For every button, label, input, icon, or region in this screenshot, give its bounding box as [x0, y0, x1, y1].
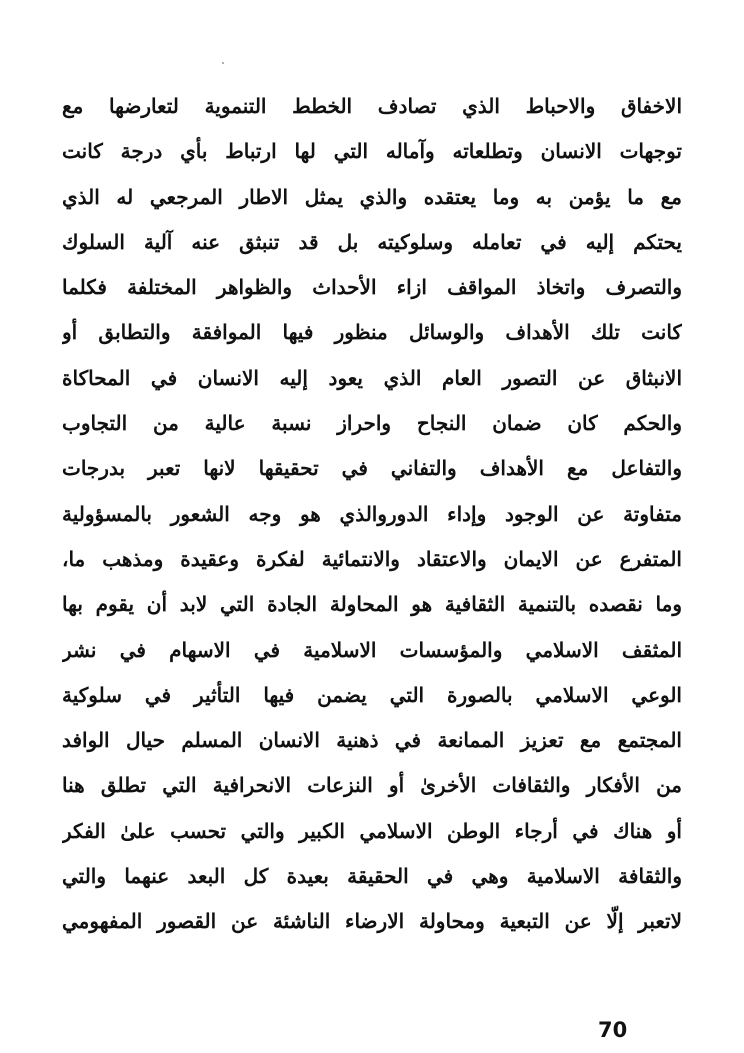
- body-text: [62, 84, 682, 945]
- text-line: أو هناك في أرجاء الوطن الاسلامي الكبير والتي تحسب علىٰ الفكر: [62, 818, 682, 843]
- speck-mark: [222, 62, 224, 64]
- text-line: مع ما يؤمن به وما يعتقده والذي يمثل الاطار المرجعي له الذي: [62, 184, 682, 209]
- text-line: والثقافة الاسلامية وهي في الحقيقة بعيدة كل البعد عنهما والتي: [62, 864, 682, 889]
- text-line: يحتكم إليه في تعامله وسلوكيته بل قد تنبثق عنه آلية السلوك: [62, 229, 682, 254]
- text-line: لاتعبر إلّا عن التبعية ومحاولة الارضاء الناشئة عن القصور المفهومي: [62, 909, 682, 934]
- text-line: الوعي الاسلامي بالصورة التي يضمن فيها التأثير في سلوكية: [62, 682, 682, 707]
- text-line: المتفرع عن الايمان والاعتقاد والانتمائية لفكرة وعقيدة ومذهب ما،: [62, 546, 682, 571]
- text-line: والتفاعل مع الأهداف والتفاني في تحقيقها لانها تعبر بدرجات: [62, 456, 682, 481]
- text-line: المثقف الاسلامي والمؤسسات الاسلامية في الاسهام في نشر: [62, 637, 682, 662]
- text-line: توجهات الانسان وتطلعاته وآماله التي لها ارتباط بأي درجة كانت: [62, 139, 682, 164]
- text-line: والحكم كان ضمان النجاح واحراز نسبة عالية من التجاوب: [62, 411, 682, 436]
- text-line: كانت تلك الأهداف والوسائل منظور فيها الموافقة والتطابق أو: [62, 320, 682, 345]
- text-line: المجتمع مع تعزيز الممانعة في ذهنية الانسان المسلم حيال الوافد: [62, 728, 682, 753]
- text-line: والتصرف واتخاذ المواقف ازاء الأحداث والظواهر المختلفة فكلما: [62, 275, 682, 300]
- text-line: من الأفكار والثقافات الأخرىٰ أو النزعات الانحرافية التي تطلق هنا: [62, 773, 682, 798]
- text-line: متفاوتة عن الوجود وإداء الدوروالذي هو وجه الشعور بالمسؤولية: [62, 501, 682, 526]
- page-number: 70: [598, 1018, 628, 1042]
- text-line: وما نقصده بالتنمية الثقافية هو المحاولة الجادة التي لابد أن يقوم بها: [62, 592, 682, 617]
- text-line: الانبثاق عن التصور العام الذي يعود إليه الانسان في المحاكاة: [62, 365, 682, 390]
- text-line: الاخفاق والاحباط الذي تصادف الخطط التنموية لتعارضها مع: [62, 94, 682, 118]
